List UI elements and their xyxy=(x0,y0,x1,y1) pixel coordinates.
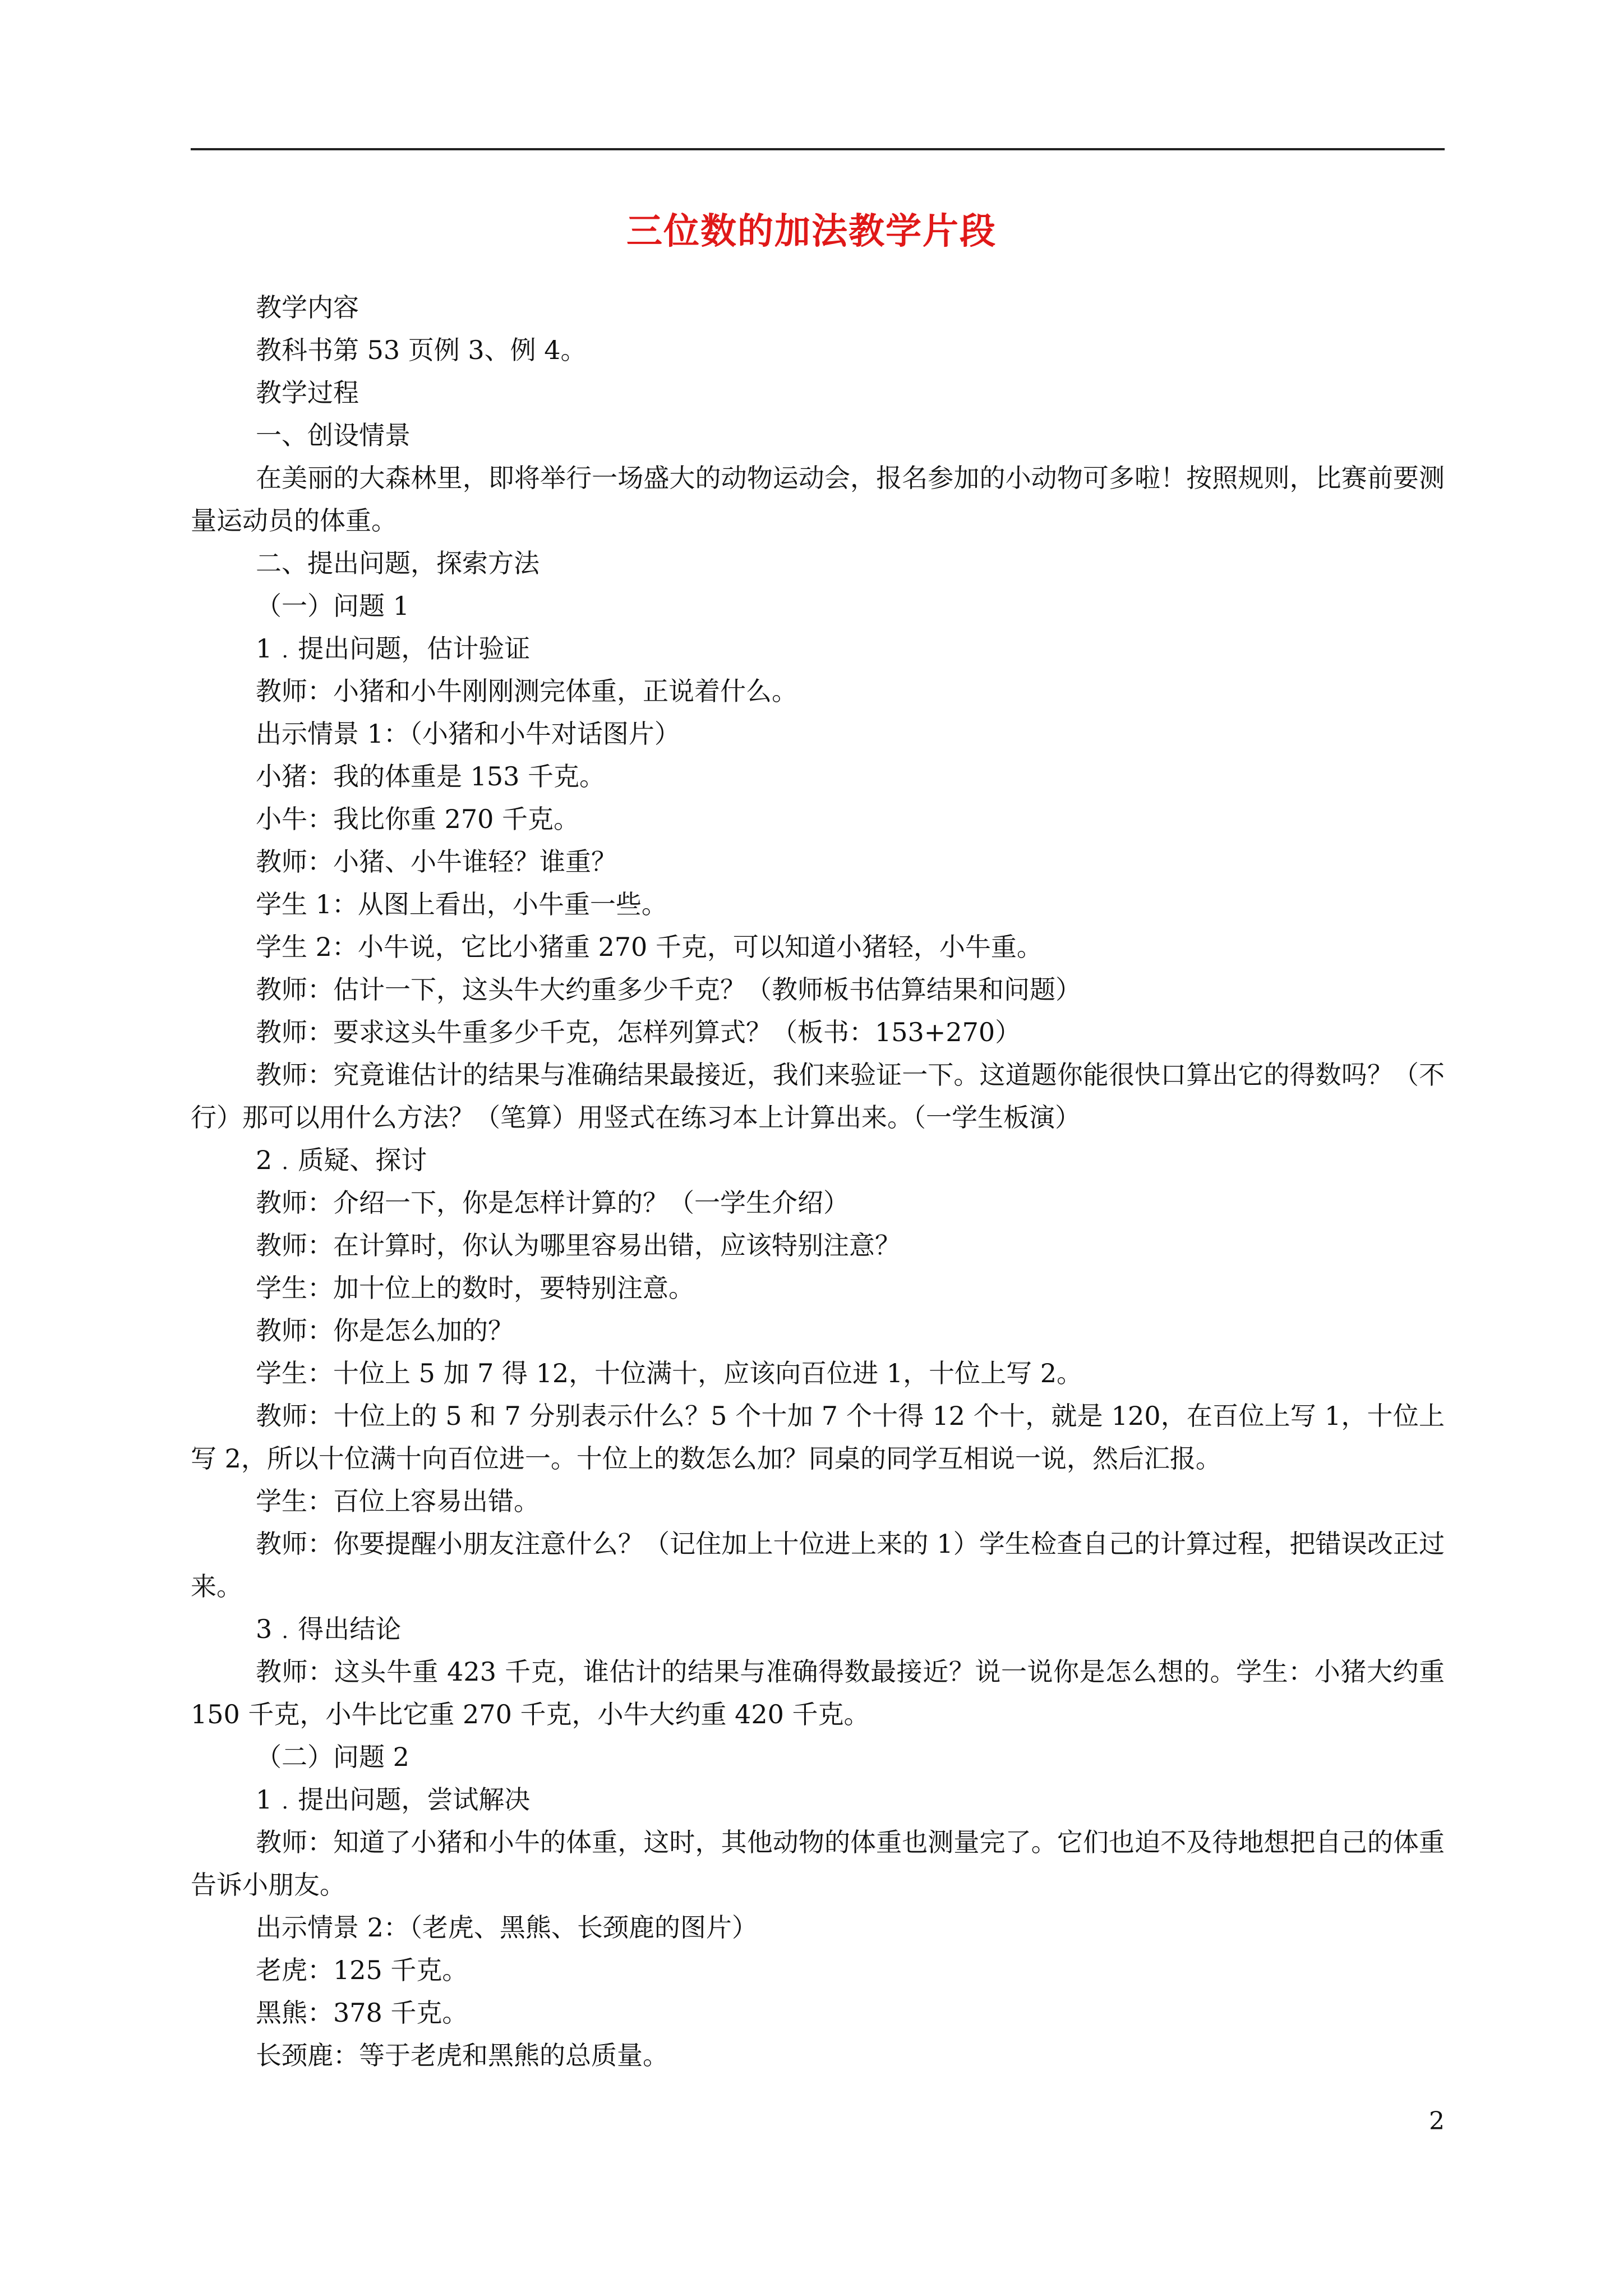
paragraph: 教学过程 xyxy=(256,378,359,408)
paragraph: 教师：你要提醒小朋友注意什么？（记住加上十位进上来的 1）学生检查自己的计算过程，把错误改正过来。 xyxy=(191,1529,1445,1602)
paragraph: 2﹒质疑、探讨 xyxy=(256,1145,427,1175)
paragraph: （一）问题 1 xyxy=(256,591,409,621)
paragraph: 黑熊：378 千克。 xyxy=(256,1998,468,2028)
paragraph: 学生：十位上 5 加 7 得 12，十位满十，应该向百位进 1，十位上写 2。 xyxy=(256,1358,1082,1388)
paragraph: 教师：估计一下，这头牛大约重多少千克？（教师板书估算结果和问题） xyxy=(256,974,1081,1005)
paragraph: 小猪：我的体重是 153 千克。 xyxy=(256,761,606,792)
paragraph: 二、提出问题，探索方法 xyxy=(256,548,540,578)
paragraph: 长颈鹿：等于老虎和黑熊的总质量。 xyxy=(256,2040,668,2070)
paragraph: 教师：小猪、小牛谁轻？谁重？ xyxy=(256,846,617,877)
paragraph: 教师：这头牛重 423 千克，谁估计的结果与准确得数最接近？说一说你是怎么想的。学生：小猪大约重 150 千克，小牛比它重 270 千克，小牛大约重 420 千克。 xyxy=(191,1657,1445,1729)
paragraph: 教师：介绍一下，你是怎样计算的？（一学生介绍） xyxy=(256,1188,849,1218)
paragraph: 教科书第 53 页例 3、例 4。 xyxy=(256,335,587,365)
document-body xyxy=(191,286,1445,2077)
paragraph: 教师：究竟谁估计的结果与准确结果最接近，我们来验证一下。这道题你能很快口算出它的得数吗？（不行）那可以用什么方法？（笔算）用竖式在练习本上计算出来。（一学生板演） xyxy=(191,1060,1445,1133)
paragraph: 教师：你是怎么加的？ xyxy=(256,1315,514,1346)
paragraph: 学生 1：从图上看出，小牛重一些。 xyxy=(256,889,667,919)
page-number: 2 xyxy=(1429,2107,1445,2136)
paragraph: 教师：知道了小猪和小牛的体重，这时，其他动物的体重也测量完了。它们也迫不及待地想把自己的体重告诉小朋友。 xyxy=(191,1827,1445,1900)
paragraph: 教师：要求这头牛重多少千克，怎样列算式？（板书：153+270） xyxy=(256,1017,1021,1047)
document-title: 三位数的加法教学片段 xyxy=(626,210,997,252)
paragraph: 教师：在计算时，你认为哪里容易出错，应该特别注意？ xyxy=(256,1230,901,1260)
paragraph: 老虎：125 千克。 xyxy=(256,1955,468,1985)
paragraph: 出示情景 1：（小猪和小牛对话图片） xyxy=(256,719,680,749)
paragraph: 教师：十位上的 5 和 7 分别表示什么？5 个十加 7 个十得 12 个十，就是 120，在百位上写 1，十位上写 2，所以十位满十向百位进一。十位上的数怎么加？同桌的同学互相说一说，然后汇报。 xyxy=(191,1401,1445,1474)
paragraph: 在美丽的大森林里，即将举行一场盛大的动物运动会，报名参加的小动物可多啦！按照规则，比赛前要测量运动员的体重。 xyxy=(191,463,1445,536)
paragraph: （二）问题 2 xyxy=(256,1742,409,1772)
paragraph: 教学内容 xyxy=(256,292,359,323)
header-rule xyxy=(191,148,1445,150)
paragraph: 学生：百位上容易出错。 xyxy=(256,1486,540,1516)
paragraph: 出示情景 2：（老虎、黑熊、长颈鹿的图片） xyxy=(256,1912,758,1943)
paragraph: 学生：加十位上的数时，要特别注意。 xyxy=(256,1273,694,1303)
paragraph: 1﹒提出问题，估计验证 xyxy=(256,633,531,664)
paragraph: 学生 2：小牛说，它比小猪重 270 千克，可以知道小猪轻，小牛重。 xyxy=(256,932,1043,962)
paragraph: 一、创设情景 xyxy=(256,420,411,450)
paragraph: 小牛：我比你重 270 千克。 xyxy=(256,804,580,834)
paragraph: 3﹒得出结论 xyxy=(256,1614,402,1644)
paragraph: 1﹒提出问题，尝试解决 xyxy=(256,1784,531,1815)
paragraph: 教师：小猪和小牛刚刚测完体重，正说着什么。 xyxy=(256,676,797,706)
